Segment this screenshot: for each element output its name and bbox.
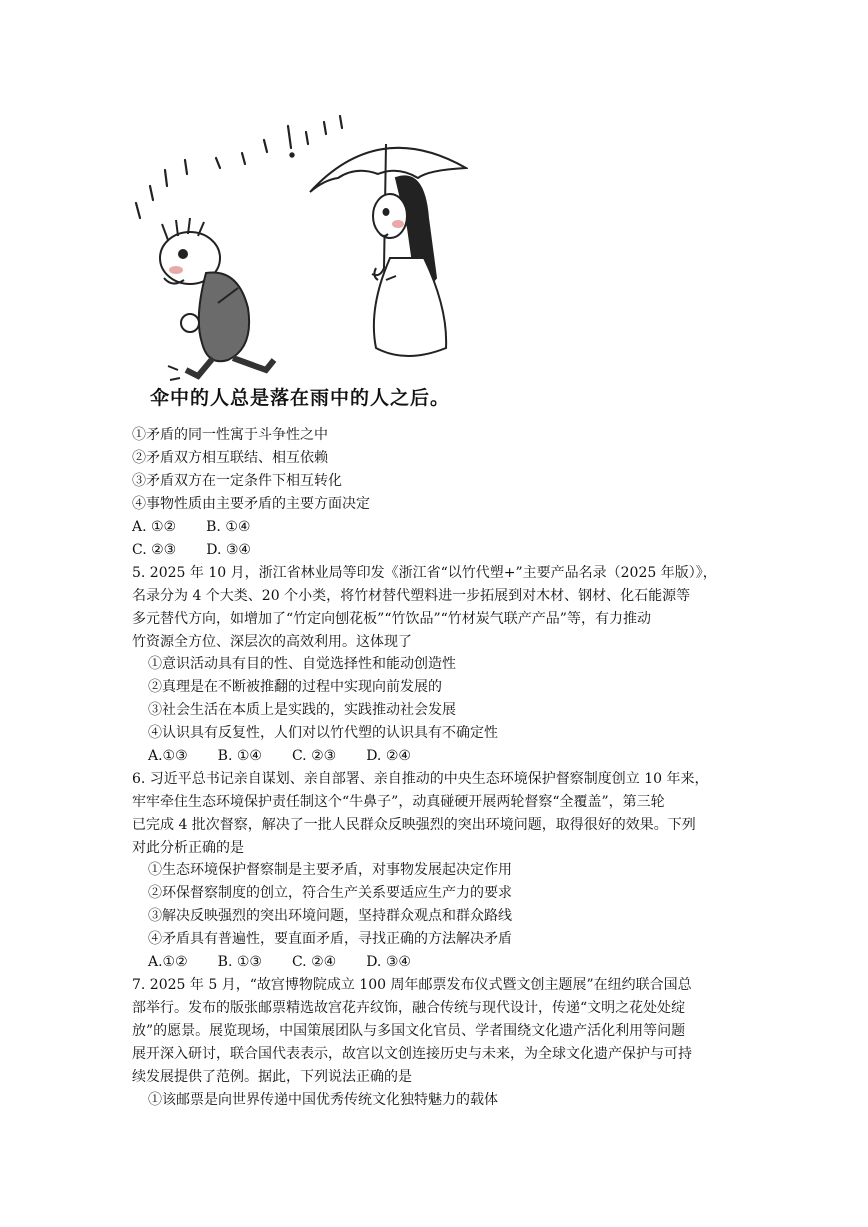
q5-stem-line-4: 竹资源全方位、深层次的高效利用。这体现了 [132, 634, 412, 650]
q4-option-a[interactable]: A. ①② [132, 519, 177, 535]
q4-item-2: ②矛盾双方相互联结、相互依赖 [132, 450, 328, 466]
q6-option-a[interactable]: A.①② [148, 954, 188, 970]
q6-stem-line-3: 已完成 4 批次督察，解决了一批人民群众反映强烈的突出环境问题，取得很好的效果。下列 [132, 817, 696, 833]
q4-options-row-1 [132, 519, 250, 535]
q5-item-2: ②真理是在不断被推翻的过程中实现向前发展的 [148, 679, 442, 695]
q7-stem-line-4: 展开深入研讨，联合国代表表示，故宫以文创连接历史与未来，为全球文化遗产保护与可持 [132, 1046, 692, 1062]
q7-stem-line-1: 7. 2025 年 5 月，“故宫博物院成立 100 周年邮票发布仪式暨文创主题展”在纽约联合国总 [132, 977, 692, 993]
q6-stem-line-2: 牢牢牵住生态环境保护责任制这个“牛鼻子”，动真碰硬开展两轮督察“全覆盖”，第三轮 [132, 794, 665, 810]
q6-stem-line-1: 6. 习近平总书记亲自谋划、亲自部署、亲自推动的中央生态环境保护督察制度创立 10 年来， [132, 771, 709, 787]
q5-stem-line-3: 多元替代方向，如增加了“竹定向刨花板”“竹饮品”“竹材炭气联产产品”等，有力推动 [132, 611, 651, 627]
q5-stem-line-2: 名录分为 4 个大类、20 个小类，将竹材替代塑料进一步拓展到对木材、钢材、化石能源等 [132, 588, 691, 604]
q4-item-4: ④事物性质由主要矛盾的主要方面决定 [132, 496, 370, 512]
q5-item-3: ③社会生活在本质上是实践的，实践推动社会发展 [148, 702, 456, 718]
q4-item-3: ③矛盾双方在一定条件下相互转化 [132, 473, 342, 489]
q7-stem-line-2: 部举行。发布的版张邮票精选故宫花卉纹饰，融合传统与现代设计，传递“文明之花处处绽 [132, 1000, 686, 1016]
q6-stem-line-4: 对此分析正确的是 [132, 840, 244, 856]
boy-figure [160, 218, 274, 380]
q6-item-1: ①生态环境保护督察制是主要矛盾，对事物发展起决定作用 [148, 862, 512, 878]
q5-stem-line-1: 5. 2025 年 10 月，浙江省林业局等印发《浙江省“以竹代塑+”主要产品名录（2025 年版）》， [132, 565, 717, 581]
q5-item-4: ④认识具有反复性，人们对以竹代塑的认识具有不确定性 [148, 725, 498, 741]
q6-options [148, 954, 411, 970]
cartoon-illustration [128, 108, 468, 398]
q7-stem-line-3: 放”的愿景。展览现场，中国策展团队与多国文化官员、学者围绕文化遗产活化利用等问题 [132, 1023, 686, 1039]
illustration-caption: 伞中的人总是落在雨中的人之后。 [150, 387, 451, 409]
q5-options [148, 748, 411, 764]
q4-item-1: ①矛盾的同一性寓于斗争性之中 [132, 427, 328, 443]
q6-option-c[interactable]: C. ②④ [291, 954, 337, 970]
rain-marks-icon [136, 116, 342, 218]
q7-item-1: ①该邮票是向世界传递中国优秀传统文化独特魅力的载体 [148, 1092, 498, 1108]
q5-option-a[interactable]: A.①③ [148, 748, 188, 764]
girl-with-umbrella-figure [310, 144, 466, 356]
q5-option-b[interactable]: B. ①④ [217, 748, 262, 764]
q5-option-d[interactable]: D. ②④ [366, 748, 411, 764]
q6-item-3: ③解决反映强烈的突出环境问题，坚持群众观点和群众路线 [148, 908, 512, 924]
q4-option-b[interactable]: B. ①④ [206, 519, 251, 535]
q6-item-2: ②环保督察制度的创立，符合生产关系要适应生产力的要求 [148, 885, 512, 901]
q6-option-d[interactable]: D. ③④ [366, 954, 411, 970]
q7-stem-line-5: 续发展提供了范例。据此，下列说法正确的是 [132, 1069, 412, 1085]
q4-option-c[interactable]: C. ②③ [132, 542, 177, 558]
q5-option-c[interactable]: C. ②③ [291, 748, 337, 764]
q4-option-d[interactable]: D. ③④ [206, 542, 251, 558]
q4-options-row-2 [132, 542, 251, 558]
q5-item-1: ①意识活动具有目的性、自觉选择性和能动创造性 [148, 656, 456, 672]
q6-item-4: ④矛盾具有普遍性，要直面矛盾，寻找正确的方法解决矛盾 [148, 931, 512, 947]
q6-option-b[interactable]: B. ①③ [217, 954, 262, 970]
